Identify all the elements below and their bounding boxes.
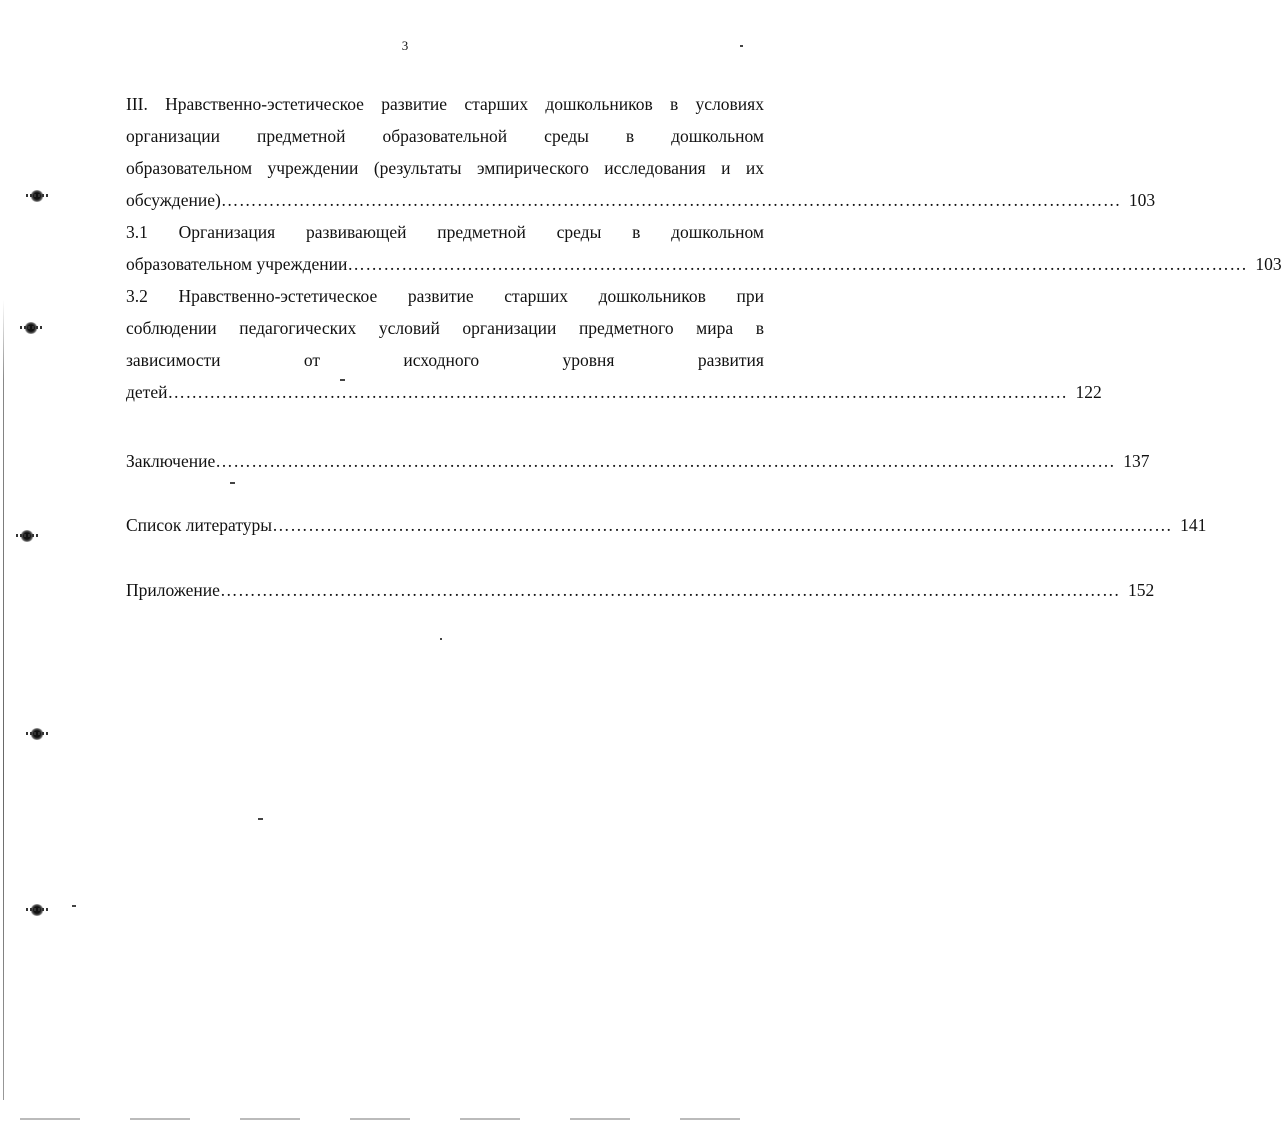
toc-word: исходного <box>403 350 480 370</box>
binding-hole <box>24 322 38 334</box>
toc-entry-bibliography[interactable] <box>126 509 1207 541</box>
scan-speck <box>258 818 263 820</box>
binding-hole <box>30 728 44 740</box>
toc-word: Нравственно-эстетическое <box>178 286 378 306</box>
toc-word: соблюдении <box>126 318 217 338</box>
scan-speck <box>230 482 235 484</box>
toc-word: при <box>736 286 764 306</box>
toc-word: мира <box>696 318 734 338</box>
toc-entry-line <box>126 88 764 120</box>
toc-entry-last-line <box>126 445 1150 477</box>
toc-word: в <box>632 222 641 242</box>
toc-word: предметной <box>437 222 526 242</box>
leader-dots: …………………………………………………………………………………………………………………………………… <box>347 254 1248 274</box>
toc-entry-last-line <box>126 248 1282 280</box>
toc-word: образовательном <box>126 158 253 178</box>
leader-dots: …………………………………………………………………………………………………………………………………… <box>272 515 1173 535</box>
toc-word: условий <box>378 318 440 338</box>
toc-word: среды <box>556 222 602 242</box>
toc-entry-appendix[interactable] <box>126 574 1155 606</box>
toc-word: условиях <box>695 94 764 114</box>
toc-entry-section-3-2[interactable] <box>126 280 1102 408</box>
scan-left-edge <box>3 300 4 1100</box>
binding-hole <box>30 190 44 202</box>
toc-entry-section-3-1[interactable] <box>126 216 1282 280</box>
toc-page-number: 103 <box>1255 254 1282 274</box>
toc-entry-last-line <box>126 184 1156 216</box>
toc-entry-label: образовательном учреждении <box>126 254 348 274</box>
toc-entry-line <box>126 280 764 312</box>
toc-entry-last-line <box>126 376 1102 408</box>
toc-word: предметного <box>578 318 674 338</box>
leader-dots: …………………………………………………………………………………………………………………………………… <box>219 580 1120 600</box>
toc-entry-label: обсуждение) <box>126 190 221 210</box>
toc-word: Нравственно-эстетическое <box>165 94 364 114</box>
toc-word: уровня <box>562 350 615 370</box>
toc-word: 3.1 <box>126 222 148 242</box>
leader-dots: …………………………………………………………………………………………………………………………………… <box>220 190 1121 210</box>
toc-word: среды <box>544 126 589 146</box>
toc-word: в <box>755 318 764 338</box>
leader-dots: …………………………………………………………………………………………………………………………………… <box>215 451 1116 471</box>
scan-bottom-edge <box>20 1118 780 1120</box>
toc-word: образовательной <box>382 126 508 146</box>
toc-entry-label: детей <box>126 382 168 402</box>
toc-word: педагогических <box>239 318 357 338</box>
toc-word: дошкольном <box>671 222 764 242</box>
toc-page-number: 122 <box>1075 382 1102 402</box>
scan-speck <box>72 905 76 907</box>
toc-word: развитие <box>381 94 448 114</box>
toc-word: в <box>670 94 679 114</box>
toc-word: исследования <box>604 158 706 178</box>
toc-page-number: 137 <box>1123 451 1150 471</box>
toc-word: (результаты <box>373 158 462 178</box>
leader-dots: …………………………………………………………………………………………………………………………………… <box>167 382 1068 402</box>
toc-page-number: 141 <box>1180 515 1207 535</box>
toc-entry-last-line <box>126 509 1207 541</box>
toc-word: развивающей <box>305 222 407 242</box>
toc-word: учреждении <box>267 158 359 178</box>
toc-word: их <box>745 158 764 178</box>
toc-entry-line <box>126 312 764 344</box>
toc-word: от <box>303 350 321 370</box>
toc-entry-chapter-3[interactable] <box>126 88 1156 216</box>
toc-entry-label: Заключение <box>126 451 216 471</box>
toc-entry-line <box>126 344 764 376</box>
toc-word: зависимости <box>126 350 221 370</box>
toc-word: эмпирического <box>476 158 589 178</box>
binding-hole <box>30 904 44 916</box>
toc-entry-last-line <box>126 574 1155 606</box>
scan-speck <box>440 638 442 640</box>
toc-word: организации <box>462 318 557 338</box>
toc-word: предметной <box>256 126 346 146</box>
toc-word: развитие <box>407 286 474 306</box>
toc-page-number: 152 <box>1127 580 1155 600</box>
toc-word: и <box>721 158 731 178</box>
binding-hole <box>20 530 34 542</box>
toc-word: Организация <box>178 222 276 242</box>
toc-word: 3.2 <box>126 286 148 306</box>
toc-entry-line <box>126 120 764 152</box>
toc-word: дошкольном <box>671 126 764 146</box>
toc-entry-label: Список литературы <box>126 515 273 535</box>
toc-word: дошкольников <box>545 94 653 114</box>
toc-entry-conclusion[interactable] <box>126 445 1150 477</box>
toc-entry-line <box>126 152 764 184</box>
toc-word: организации <box>126 126 220 146</box>
toc-entry-label: Приложение <box>126 580 220 600</box>
toc-word: дошкольников <box>598 286 706 306</box>
toc-word: развития <box>697 350 764 370</box>
toc-word: III. <box>126 94 148 114</box>
page-number: 3 <box>401 38 409 53</box>
toc-page-number: 103 <box>1128 190 1156 210</box>
toc-word: старших <box>504 286 568 306</box>
toc-entry-line <box>126 216 764 248</box>
toc-word: в <box>625 126 635 146</box>
toc-word: старших <box>464 94 529 114</box>
